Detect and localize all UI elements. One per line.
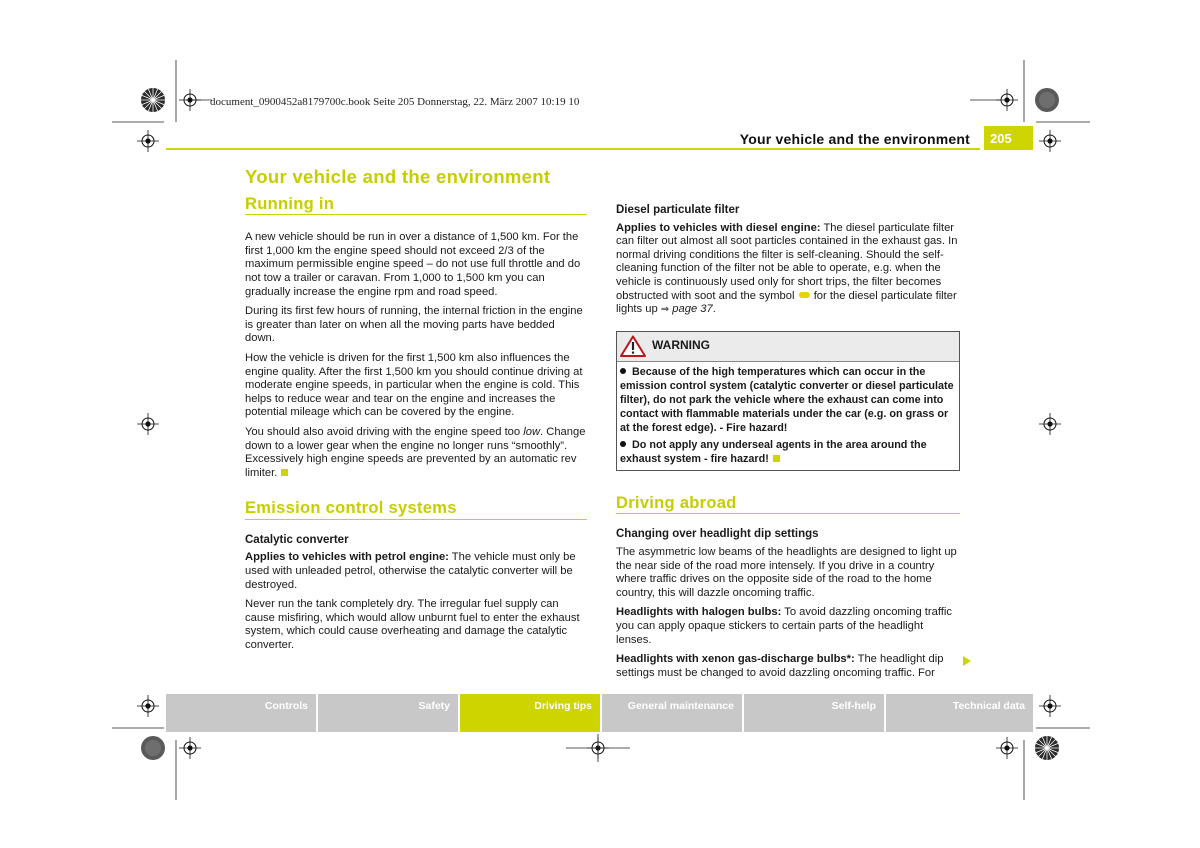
- warning-body: [617, 362, 959, 470]
- continue-arrow-icon: [963, 656, 971, 666]
- page-reference-link[interactable]: page 37: [672, 303, 713, 316]
- cross-reference-arrow-icon: ⇒: [660, 304, 670, 316]
- tab-controls[interactable]: Controls: [166, 694, 316, 732]
- catalytic-converter-subhead: Catalytic converter: [245, 533, 349, 546]
- chapter-nav-bar: [166, 694, 1033, 732]
- tab-general-maintenance[interactable]: General maintenance: [602, 694, 742, 732]
- bullet-icon: [620, 441, 626, 447]
- emission-paragraph-2: Never run the tank completely dry. The irregular fuel supply can cause misfiring, which would allow unburnt fuel to enter the exhaust system, which could cause overheating and damage the catalytic converter.: [245, 598, 580, 652]
- section-running-in-title: Running in: [245, 198, 587, 216]
- dpf-subhead: Diesel particulate filter: [616, 204, 740, 216]
- section-emission-title: Emission control systems: [245, 502, 587, 520]
- left-column: [245, 166, 587, 659]
- chapter-title: Your vehicle and the environment: [245, 166, 551, 187]
- right-column: [616, 166, 960, 686]
- warning-item-2: Do not apply any underseal agents in the area around the exhaust system - fire hazard!: [620, 438, 927, 465]
- warning-item-1: Because of the high temperatures which can occur in the emission control system (catalytic converter or diesel particulate filter), do not park the vehicle where the exhaust can come into contact with flammable materials under the car (e.g. on grass or at the forest edge). - Fire hazard!: [620, 365, 954, 434]
- headlight-dip-subhead: Changing over headlight dip settings: [616, 528, 819, 541]
- running-in-paragraph-3: How the vehicle is driven for the first 1,500 km also influences the engine quality. After the first 1,500 km you should continue driving at moderate engine speeds, in particular when the engine is cold. This helps to reduce wear and tear on the engine and increases the potential mileage which can be covered by the engine.: [245, 351, 583, 419]
- warning-box: [616, 331, 960, 471]
- running-head: Your vehicle and the environment: [739, 131, 970, 147]
- section-driving-abroad-title: Driving abroad: [616, 497, 960, 515]
- header-rule: [166, 148, 980, 150]
- bullet-icon: [620, 368, 626, 374]
- driving-abroad-paragraph-3: Headlights with xenon gas-discharge bulbs*: The headlight dip settings must be changed to avoid dazzling oncoming traffic. For: [616, 653, 944, 679]
- dpf-warning-icon: [799, 292, 810, 298]
- tab-self-help[interactable]: Self-help: [744, 694, 884, 732]
- section-end-mark: [281, 469, 288, 476]
- tab-technical-data[interactable]: Technical data: [886, 694, 1033, 732]
- driving-abroad-paragraph-2: Headlights with halogen bulbs: To avoid dazzling oncoming traffic you can apply opaque stickers to certain parts of the headlight lenses.: [616, 606, 952, 646]
- warning-label: WARNING: [652, 338, 710, 353]
- page-number: 205: [984, 126, 1033, 150]
- driving-abroad-paragraph-1: The asymmetric low beams of the headlights are designed to light up the near side of the road more intensely. If you drive in a country where traffic drives on the opposite side of the road to the home country, this will dazzle oncoming traffic.: [616, 545, 957, 599]
- dpf-paragraph: Applies to vehicles with diesel engine: The diesel particulate filter can filter out almost all soot particles contained in the exhaust gas. In normal driving conditions the filter is self-cleaning. Should the self-cleaning function of the filter not be able to operate, e.g. when the vehicle is continuously used only for short trips, the filter becomes obstructed with soot and the symbol for the diesel particulate filter lights up ⇒ page 37.: [616, 221, 958, 316]
- running-in-paragraph-1: A new vehicle should be run in over a distance of 1,500 km. For the first 1,000 km the engine speed should not exceed 2/3 of the maximum permissible engine speed – do not use full throttle and do not tow a trailer or caravan. From 1,000 to 1,500 km you can gradually increase the engine rpm and road speed.: [245, 231, 581, 298]
- tab-safety[interactable]: Safety: [318, 694, 458, 732]
- warning-header: [617, 332, 959, 362]
- warning-triangle-icon: [620, 335, 646, 357]
- tab-driving-tips[interactable]: Driving tips: [460, 694, 600, 732]
- section-end-mark: [773, 455, 780, 462]
- print-info-line: document_0900452a8179700c.book Seite 205 Donnerstag, 22. März 2007 10:19 10: [210, 96, 580, 108]
- running-in-paragraph-2: During its first few hours of running, the internal friction in the engine is greater than later on when all the moving parts have bedded down.: [245, 305, 583, 345]
- emission-paragraph-1: Applies to vehicles with petrol engine: The vehicle must only be used with unleaded petrol, otherwise the catalytic converter will be destroyed.: [245, 551, 576, 591]
- running-in-paragraph-4: You should also avoid driving with the engine speed too low. Change down to a lower gear when the engine no longer runs “smoothly”. Excessively high engine speeds are prevented by an automatic rev limiter.: [245, 425, 586, 479]
